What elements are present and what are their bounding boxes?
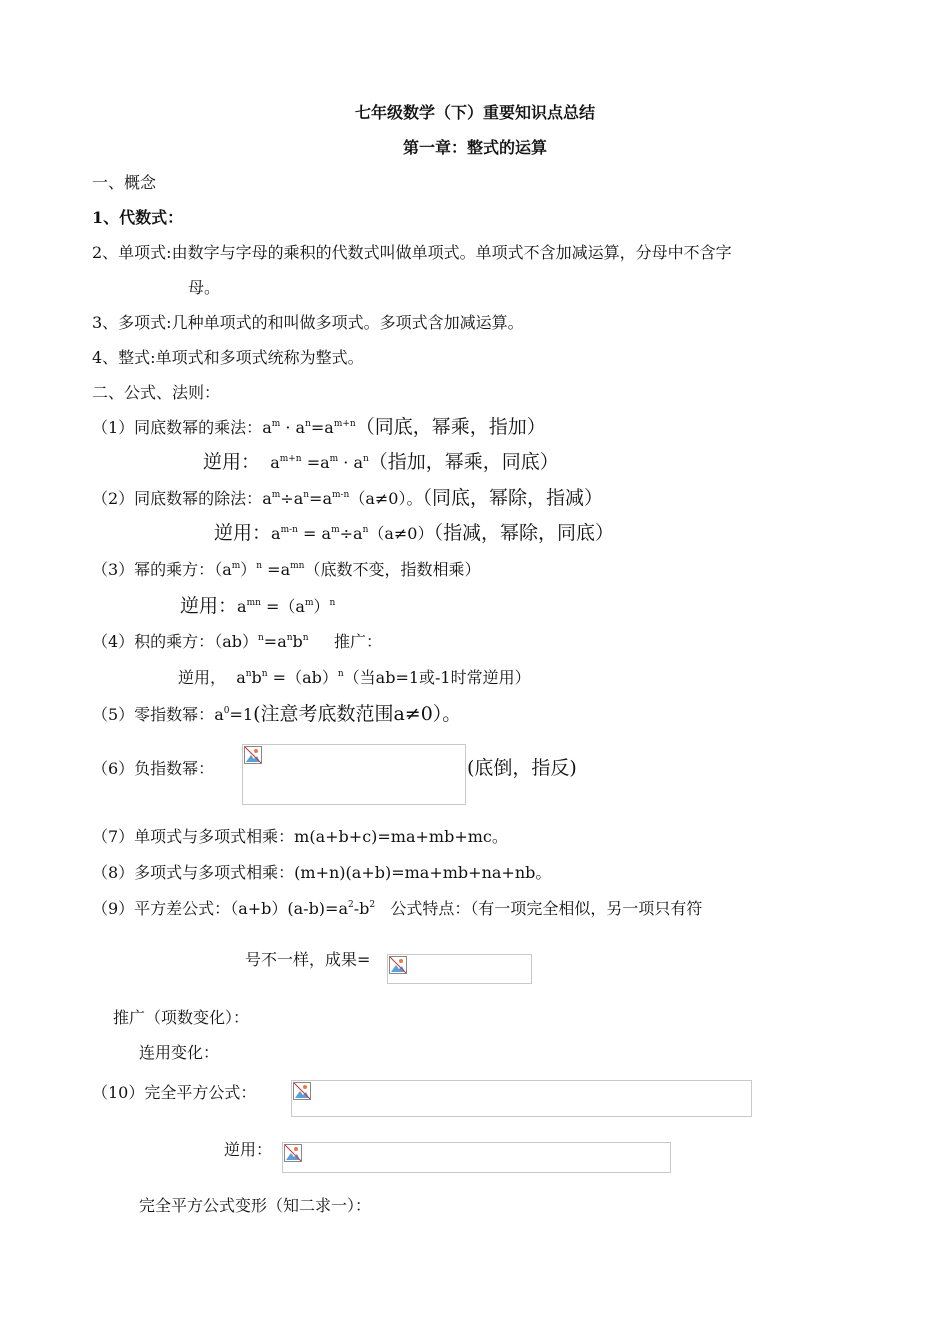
formula-3-reverse-label: 逆用： [180, 595, 238, 617]
formula-4: （4）积的乘方：$(ab)^n=a^nb^n$ 推广： [92, 632, 383, 651]
formula-2-reverse-mnemonic: （指减，幂除，同底） [433, 522, 615, 544]
formula-1: （1）同底数幂的乘法：$a^m \cdot a^n=a^{m+n}$（同底，幂乘，指加） [92, 416, 546, 438]
formula-2-label: （2）同底数幂的除法： [92, 489, 263, 508]
formula-3-reverse: 逆用：$a^{mn} =(a^m)^n$ [180, 595, 336, 617]
formula-2-mnemonic: （同底，幂除，指减） [422, 487, 604, 509]
concept-monomial: 2、单项式:由数字与字母的乘积的代数式叫做单项式。单项式不含加减运算，分母中不含字 [92, 243, 732, 262]
formula-10-image-placeholder [291, 1080, 752, 1117]
formula-4-note: （当ab=1或-1时常逆用） [343, 668, 531, 687]
formula-5: （5）零指数幂：$a^0=1$(注意考底数范围a≠0）。 [92, 703, 462, 725]
section-heading-formulas: 二、公式、法则： [92, 383, 221, 402]
formula-4-label: （4）积的乘方： [92, 632, 215, 651]
formula-3-label: （3）幂的乘方： [92, 560, 215, 579]
formula-2-condition: （a≠0）。 [349, 489, 423, 508]
formula-6-label: （6）负指数幂： [92, 759, 215, 778]
formula-7: （7）单项式与多项式相乘：m(a+b+c)=ma+mb+mc。 [92, 827, 508, 846]
formula-9-expression: （a+b）(a-b)=a [230, 899, 348, 918]
concept-algebraic-expression: 1、代数式： [92, 208, 184, 227]
formula-9-feature: 公式特点：（有一项完全相似，另一项只有符 [390, 899, 703, 918]
formula-1-reverse: 逆用： $a^{m+n} =a^m \cdot a^n$（指加，幂乘，同底） [203, 451, 559, 473]
section-heading-concepts: 一、概念 [92, 173, 157, 192]
concept-polynomial: 3、多项式:几种单项式的和叫做多项式。多项式含加减运算。 [92, 313, 524, 332]
formula-3: （3）幂的乘方：$(a^m)^n =a^{mn}$（底数不变，指数相乘） [92, 560, 481, 579]
formula-8: （8）多项式与多项式相乘：(m+n)(a+b)=ma+mb+na+nb。 [92, 863, 552, 882]
formula-9: （9）平方差公式：$(a+b)(a-b)=a^2-b^2$ 公式特点：（有一项完全相似，另一项只有符 [92, 899, 703, 918]
formula-1-mnemonic: （同底，幂乘，指加） [355, 416, 546, 438]
formula-2-reverse: 逆用：$a^{m-n} = a^m\div a^n(a\ne 0)$（指减，幂除，同底） [214, 522, 615, 544]
formula-9-image-placeholder [387, 954, 532, 984]
concept-monomial-cont: 母。 [188, 278, 221, 297]
formula-6-mnemonic: (底倒，指反) [467, 757, 577, 779]
formula-6-image-placeholder [242, 744, 466, 805]
formula-3-note: （底数不变，指数相乘） [304, 560, 481, 579]
formula-1-reverse-mnemonic: （指加，幂乘，同底） [368, 451, 559, 473]
broken-image-icon [244, 746, 262, 764]
formula-2-reverse-condition: （a≠0） [368, 524, 434, 543]
formula-4-reverse: 逆用， $a^nb^n =(ab)^n$（当ab=1或-1时常逆用） [178, 668, 531, 687]
formula-1-label: （1）同底数幂的乘法： [92, 418, 263, 437]
chapter-title: 第一章：整式的运算 [402, 138, 547, 157]
formula-9-chain: 连用变化： [139, 1043, 220, 1062]
broken-image-icon [284, 1144, 302, 1162]
formula-9-cont: 号不一样，成果= [245, 950, 371, 969]
formula-5-label: （5）零指数幂： [92, 705, 215, 724]
broken-image-icon [293, 1082, 311, 1100]
formula-9-extension: 推广（项数变化）： [113, 1008, 250, 1027]
formula-10-label: （10）完全平方公式： [92, 1083, 257, 1102]
formula-4-extension: 推广： [334, 632, 383, 651]
formula-10-reverse-label: 逆用： [224, 1140, 273, 1159]
formula-2-reverse-label: 逆用： [214, 522, 272, 544]
formula-5-note: (注意考底数范围a≠0）。 [253, 703, 462, 725]
formula-2: （2）同底数幂的除法：$a^m\div a^n=a^{m-n}(a\ne 0)$。（同底，幂除，指减） [92, 487, 604, 509]
formula-1-reverse-label: 逆用： [203, 451, 261, 473]
broken-image-icon [389, 956, 407, 974]
formula-4-reverse-label: 逆用， [178, 668, 227, 687]
formula-10-variation: 完全平方公式变形（知二求一）： [139, 1196, 372, 1215]
concept-integral-expression: 4、整式:单项式和多项式统称为整式。 [92, 348, 364, 367]
formula-10-reverse-image-placeholder [282, 1142, 671, 1173]
formula-9-label: （9）平方差公式： [92, 899, 231, 918]
document-title: 七年级数学（下）重要知识点总结 [354, 103, 595, 122]
